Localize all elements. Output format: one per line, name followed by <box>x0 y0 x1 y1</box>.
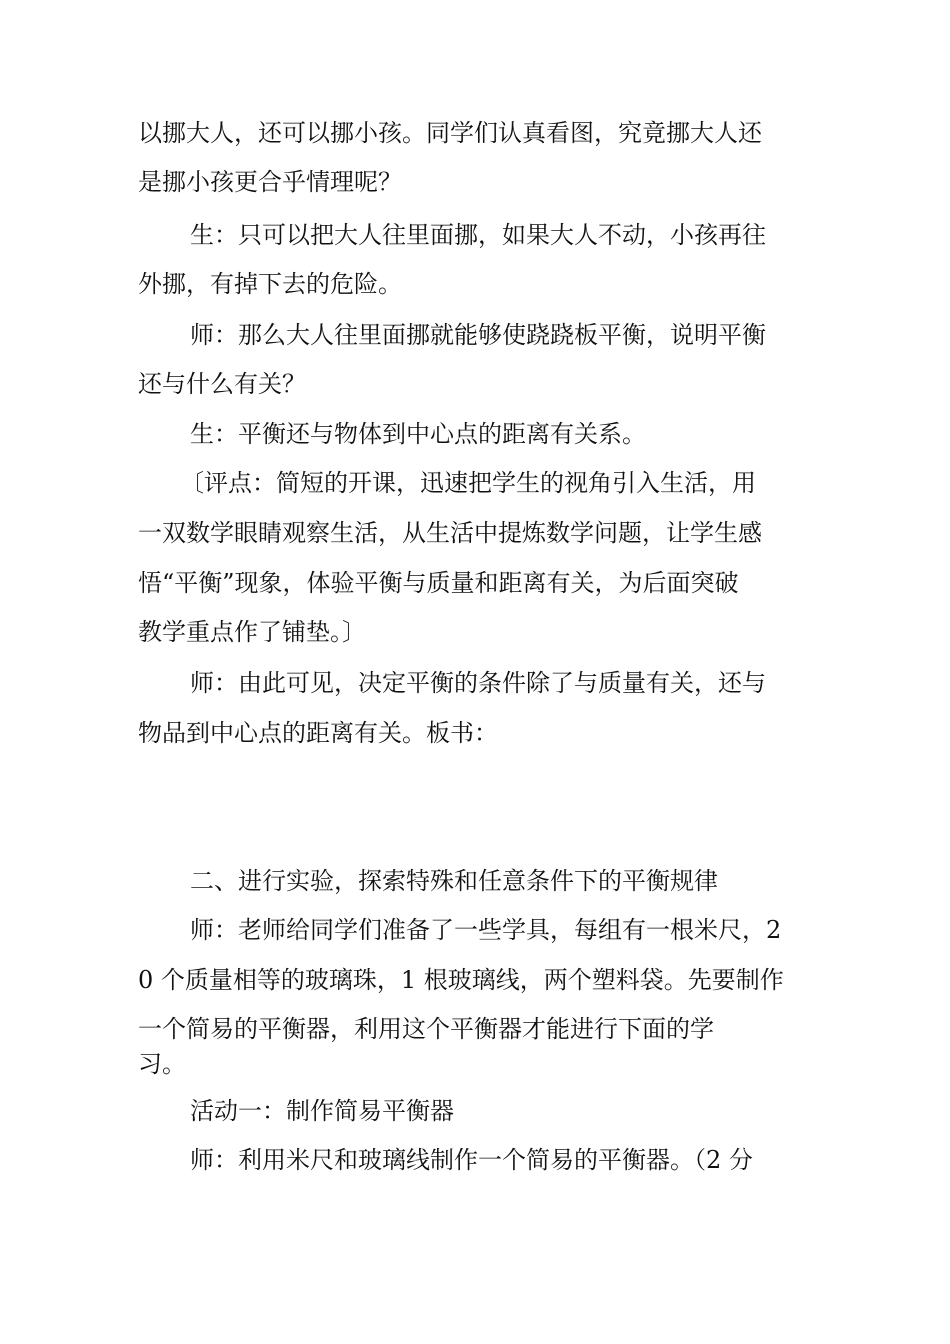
text-line: 物品到中心点的距离有关。板书： <box>138 719 498 747</box>
text-line: 还与什么有关？ <box>138 370 306 398</box>
text-line: 师：老师给同学们准备了一些学具，每组有一根米尺，2 <box>190 916 782 944</box>
comment-line: 悟“平衡”现象，体验平衡与质量和距离有关，为后面突破 <box>138 569 739 597</box>
text-line: 外挪，有掉下去的危险。 <box>138 270 402 298</box>
text-line: 一个简易的平衡器，利用这个平衡器才能进行下面的学 <box>138 1015 714 1043</box>
comment-line: 一双数学眼睛观察生活，从生活中提炼数学问题，让学生感 <box>138 519 762 547</box>
text-line: 是挪小孩更合乎情理呢？ <box>138 168 402 196</box>
activity-heading: 活动一：制作简易平衡器 <box>190 1097 454 1125</box>
text-line: 0 个质量相等的玻璃珠，1 根玻璃线，两个塑料袋。先要制作 <box>138 966 784 994</box>
text-line: 习。 <box>138 1050 186 1078</box>
text-line: 以挪大人，还可以挪小孩。同学们认真看图，究竟挪大人还 <box>138 119 762 147</box>
text-line: 师：利用米尺和玻璃线制作一个简易的平衡器。（2 分 <box>190 1146 753 1174</box>
text-line: 生：只可以把大人往里面挪，如果大人不动，小孩再往 <box>190 221 766 249</box>
section-heading: 二、进行实验，探索特殊和任意条件下的平衡规律 <box>190 867 718 895</box>
comment-line: 〔评点：简短的开课，迅速把学生的视角引入生活，用 <box>180 469 756 497</box>
text-line: 师：由此可见，决定平衡的条件除了与质量有关，还与 <box>190 669 766 697</box>
text-line: 生：平衡还与物体到中心点的距离有关系。 <box>190 420 646 448</box>
comment-line: 教学重点作了铺垫。〕 <box>138 618 366 646</box>
text-line: 师：那么大人往里面挪就能够使跷跷板平衡，说明平衡 <box>190 321 766 349</box>
